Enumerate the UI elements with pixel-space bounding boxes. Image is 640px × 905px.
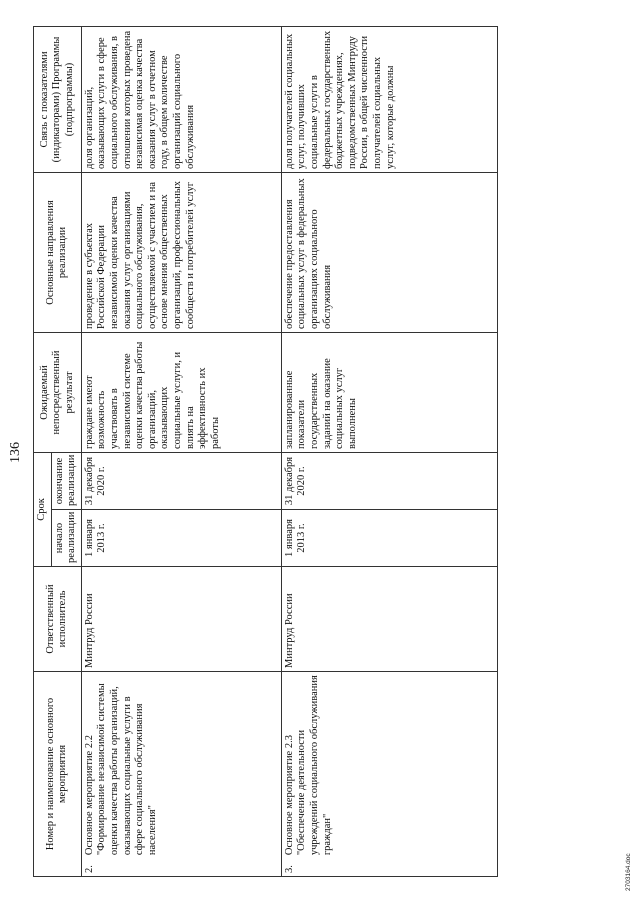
- table-row: [81, 26, 281, 876]
- directions-cell: проведение в субъектах Российской Федерации независимой оценки качества оказания услуг организациями социального обслуживания, осуществляемой с участием и на основе мнения общественных организаций, профессиональных сообществ и потребителей услуг: [81, 172, 281, 332]
- measures-table: [33, 26, 498, 877]
- header-links: Связь с показателями (индикаторами) Программы (подпрограммы): [34, 26, 82, 172]
- header-result: Ожидаемый непосредственный результат: [34, 332, 82, 452]
- links-cell: доля организаций, оказывающих услуги в сфере социального обслуживания, в отношении которых проведена независимая оценка качества оказания услуг в отчетном году, в общем количестве организаций социального обслуживания: [81, 26, 281, 172]
- measure-name: Основное мероприятие 2.2 "Формирование независимой системы оценки качества работы организаций, оказывающих социальные услуги в сфере социального обслуживания населения": [83, 683, 158, 856]
- header-responsible: Ответственный исполнитель: [34, 567, 82, 672]
- result-cell: граждане имеют возможность участвовать в независимой системе оценки качества работы организаций, оказывающих социальные услуги, и влиять на эффективность их работы: [81, 332, 281, 452]
- header-term: Срок: [34, 452, 52, 566]
- header-end: окончание реализации: [51, 452, 81, 509]
- document-footer: 2703164.doc: [625, 853, 632, 891]
- end-date-cell: 31 декабря 2020 г.: [81, 452, 281, 509]
- row-number: 3.: [283, 865, 295, 873]
- measure-cell: [81, 672, 281, 877]
- responsible-cell: Минтруд России: [81, 567, 281, 672]
- measure-cell: [281, 672, 497, 877]
- responsible-cell: Минтруд России: [281, 567, 497, 672]
- header-start: начало реализации: [51, 510, 81, 567]
- page-number: 136: [8, 442, 23, 463]
- header-directions: Основные направления реализации: [34, 172, 82, 332]
- row-number: 2.: [83, 865, 95, 873]
- end-date-cell: 31 декабря 2020 г.: [281, 452, 497, 509]
- table-row: [281, 26, 497, 876]
- header-number-name: Номер и наименование основного мероприятия: [34, 672, 82, 877]
- result-cell: запланированные показатели государственных заданий на оказание социальных услуг выполнены: [281, 332, 497, 452]
- header-row-1: [34, 26, 52, 876]
- links-cell: доля получателей социальных услуг, получивших социальные услуги в федеральных государственных бюджетных учреждениях, подведомственных Минтруду России, в общей численности получателей социальных услуг, которые должны: [281, 26, 497, 172]
- directions-cell: обеспечение предоставления социальных услуг в федеральных организациях социального обслуживания: [281, 172, 497, 332]
- start-date-cell: 1 января 2013 г.: [81, 510, 281, 567]
- measure-name: Основное мероприятие 2.3 "Обеспечение деятельности учреждений социального обслуживания граждан": [283, 675, 333, 856]
- start-date-cell: 1 января 2013 г.: [281, 510, 497, 567]
